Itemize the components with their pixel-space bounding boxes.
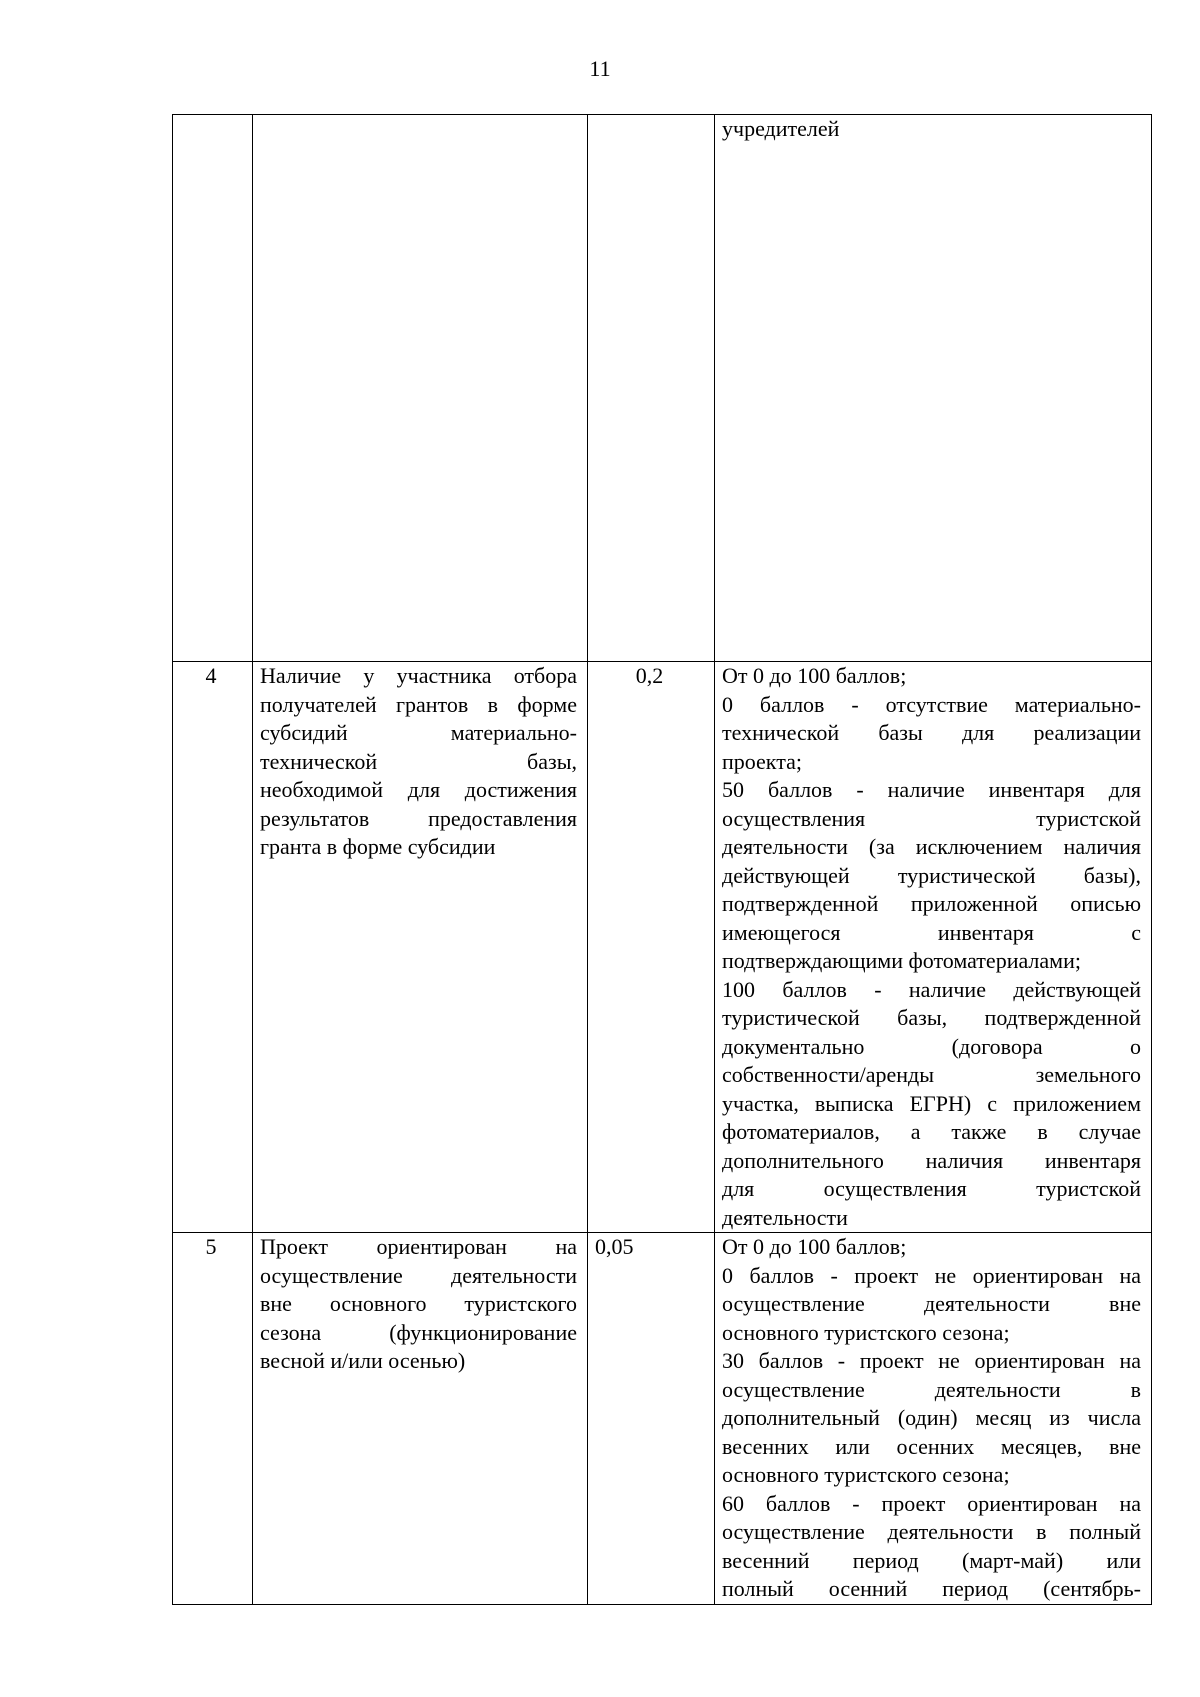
scoring-line: 50 баллов - наличие инвентаря для bbox=[722, 777, 1141, 802]
scoring-line: фотоматериалов, а также в случае bbox=[722, 1119, 1141, 1144]
scoring-cell bbox=[715, 1233, 1152, 1605]
scoring-line: подтверждающими фотоматериалами; bbox=[722, 948, 1081, 973]
scoring-line: основного туристского сезона; bbox=[722, 1462, 1010, 1487]
scoring-line: дополнительного наличия инвентаря bbox=[722, 1147, 1141, 1173]
table-row bbox=[173, 662, 1152, 1233]
weight-cell: 0,05 bbox=[588, 1233, 715, 1605]
scoring-line: осуществление деятельности вне bbox=[722, 1291, 1141, 1316]
scoring-line: имеющегося инвентаря с bbox=[722, 919, 1141, 945]
scoring-line: 0 баллов - проект не ориентирован на bbox=[722, 1262, 1141, 1288]
criterion-cell bbox=[253, 115, 588, 662]
scoring-line: дополнительный (один) месяц из числа bbox=[722, 1405, 1141, 1430]
scoring-line: полный осенний период (сентябрь- bbox=[722, 1576, 1141, 1601]
scoring-line: проекта; bbox=[722, 748, 802, 774]
scoring-line: участка, выписка ЕГРН) с приложением bbox=[722, 1090, 1141, 1116]
scoring-line: основного туристского сезона; bbox=[722, 1319, 1010, 1345]
table-row bbox=[173, 1233, 1152, 1605]
criterion-line: Проект ориентирован на bbox=[260, 1234, 577, 1259]
scoring-line: документально (договора о bbox=[722, 1033, 1141, 1059]
criterion-line: осуществление деятельности bbox=[260, 1262, 577, 1288]
criterion-line: весной и/или осенью) bbox=[260, 1348, 466, 1373]
scoring-line: От 0 до 100 баллов; bbox=[722, 1234, 907, 1259]
criterion-line: сезона (функционирование bbox=[260, 1319, 577, 1345]
scoring-line: весенний период (март-май) или bbox=[722, 1547, 1141, 1573]
criterion-line: технической базы, bbox=[260, 748, 577, 774]
scoring-line: осуществление деятельности в полный bbox=[722, 1519, 1141, 1544]
scoring-line: осуществление деятельности в bbox=[722, 1376, 1141, 1402]
page-number: 11 bbox=[589, 56, 611, 81]
scoring-line: 100 баллов - наличие действующей bbox=[722, 976, 1141, 1002]
criterion-line: вне основного туристского bbox=[260, 1291, 577, 1316]
criteria-table bbox=[172, 114, 1152, 1605]
criterion-line: результатов предоставления bbox=[260, 805, 577, 831]
scoring-line: деятельности (за исключением наличия bbox=[722, 834, 1141, 859]
row-number-cell: 5 bbox=[173, 1233, 253, 1605]
scoring-line: 30 баллов - проект не ориентирован на bbox=[722, 1348, 1141, 1373]
scoring-line: 60 баллов - проект ориентирован на bbox=[722, 1490, 1141, 1516]
scoring-line: туристической базы, подтвержденной bbox=[722, 1005, 1141, 1030]
scoring-line: весенних или осенних месяцев, вне bbox=[722, 1433, 1141, 1459]
criterion-cell bbox=[253, 1233, 588, 1605]
scoring-line: От 0 до 100 баллов; bbox=[722, 663, 907, 688]
scoring-line: 0 баллов - отсутствие материально- bbox=[722, 691, 1141, 717]
criterion-line: получателей грантов в форме bbox=[260, 691, 577, 717]
row-number-cell bbox=[173, 115, 253, 662]
criterion-line: гранта в форме субсидии bbox=[260, 834, 496, 859]
weight-cell bbox=[588, 115, 715, 662]
scoring-cell bbox=[715, 115, 1152, 662]
scoring-line: учредителей bbox=[722, 116, 840, 141]
scoring-line: действующей туристической базы), bbox=[722, 862, 1141, 888]
scoring-cell bbox=[715, 662, 1152, 1233]
scoring-line: собственности/аренды земельного bbox=[722, 1062, 1141, 1087]
criterion-line: необходимой для достижения bbox=[260, 777, 577, 802]
row-number-cell: 4 bbox=[173, 662, 253, 1233]
scoring-line: подтвержденной приложенной описью bbox=[722, 891, 1141, 916]
scoring-line: технической базы для реализации bbox=[722, 720, 1141, 745]
criterion-line: субсидий материально- bbox=[260, 720, 577, 745]
scoring-line: осуществления туристской bbox=[722, 805, 1141, 831]
scoring-line: деятельности bbox=[722, 1204, 848, 1230]
criterion-cell bbox=[253, 662, 588, 1233]
scoring-line: для осуществления туристской bbox=[722, 1176, 1141, 1201]
weight-cell: 0,2 bbox=[588, 662, 715, 1233]
criterion-line: Наличие у участника отбора bbox=[260, 663, 577, 688]
table-row bbox=[173, 115, 1152, 662]
